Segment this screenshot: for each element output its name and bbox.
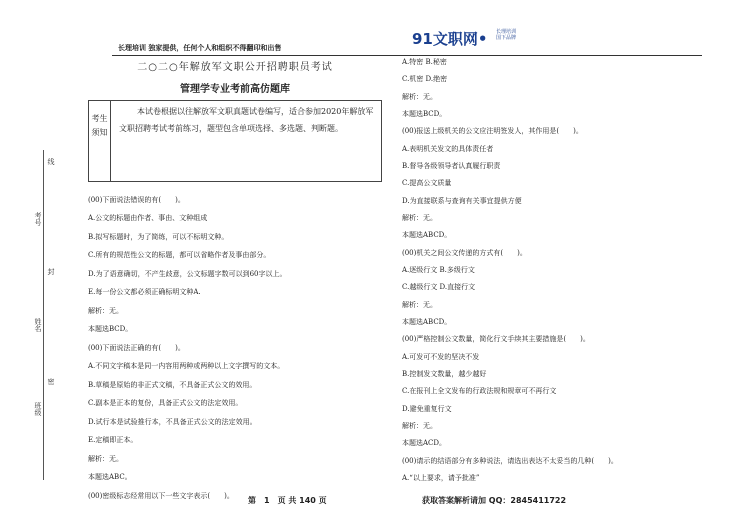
question-line: (00)密级标志经常用以下一些文字表示( )。 bbox=[88, 492, 234, 500]
header-divider bbox=[112, 55, 702, 56]
question-line: A.特密 B.秘密 bbox=[402, 58, 447, 66]
question-line: 本题选ABCD。 bbox=[402, 318, 452, 326]
binding-name: 姓名 bbox=[34, 318, 42, 332]
question-line: (00)下面说法错误的有( )。 bbox=[88, 196, 185, 204]
question-line: (00)机关之间公文传递的方式有( )。 bbox=[402, 249, 527, 257]
question-line: (00)严格控制公文数量，简化行文手续其主要措施是( )。 bbox=[402, 335, 590, 343]
question-line: A.可发可不发的坚决不发 bbox=[402, 353, 480, 361]
question-line: B.督导各级领导者认真履行职责 bbox=[402, 162, 501, 170]
question-line: A.表明机关发文的具体责任者 bbox=[402, 145, 494, 153]
page-number: 第 1 页 共 140 页 bbox=[248, 496, 327, 505]
question-line: 解析：无。 bbox=[402, 93, 437, 101]
question-line: A.不同文字稿本是同一内容用两种或两种以上文字撰写的文本。 bbox=[88, 362, 285, 370]
question-line: 解析：无。 bbox=[402, 214, 437, 222]
question-line: C.在报刊上全文发布的行政法规和规章可不再行文 bbox=[402, 387, 557, 395]
question-line: 解析：无。 bbox=[402, 422, 437, 430]
question-line: D.避免重复行文 bbox=[402, 405, 452, 413]
question-line: B.控制发文数量，越少越好 bbox=[402, 370, 487, 378]
question-line: D.为了语意确切，不产生歧意，公文标题字数可以到60字以上。 bbox=[88, 270, 287, 278]
subject-title: 管理学专业考前高仿题库 bbox=[180, 84, 290, 95]
question-line: 本题选BCD。 bbox=[402, 110, 447, 118]
contact-info: 获取答案解析请加 QQ：2845411722 bbox=[422, 496, 567, 505]
binding-line bbox=[43, 150, 44, 480]
question-line: B.拟写标题时，为了简练，可以不标明文种。 bbox=[88, 233, 229, 241]
binding-mark-line: 线 bbox=[47, 158, 55, 165]
question-line: E.每一份公文都必须正确标明文种A. bbox=[88, 288, 201, 296]
logo-subtitle: 长理培训 国下品牌 bbox=[496, 29, 517, 41]
question-line: D.为直接联系与查询有关事宜提供方便 bbox=[402, 197, 522, 205]
binding-mark-secret: 密 bbox=[47, 378, 55, 385]
question-line: C.提高公文质量 bbox=[402, 179, 452, 187]
logo-text: 91文职网 bbox=[412, 30, 478, 48]
question-line: 解析：无。 bbox=[88, 455, 123, 463]
question-line: C.机密 D.绝密 bbox=[402, 75, 448, 83]
binding-class: 班级 bbox=[34, 402, 42, 416]
question-line: 本题选BCD。 bbox=[88, 325, 133, 333]
question-line: 本题选ABCD。 bbox=[402, 231, 452, 239]
question-line: E.定稿即正本。 bbox=[88, 436, 138, 444]
question-line: (00)报送上级机关的公文应注明签发人，其作用是( )。 bbox=[402, 127, 583, 135]
question-line: A.“以上要求，请予批准” bbox=[402, 474, 480, 482]
exam-title: 二○二○年解放军文职公开招聘职员考试 bbox=[137, 62, 333, 73]
question-line: C.所有的规范性公文的标题，都可以省略作者及事由部分。 bbox=[88, 251, 271, 259]
question-line: C.副本是正本的复份，具备正式公文的法定效用。 bbox=[88, 399, 243, 407]
question-line: A.公文的标题由作者、事由、文种组成 bbox=[88, 214, 208, 222]
question-line: (00)请示的结语部分有多种说法，请选出表达不太妥当的几种( )。 bbox=[402, 457, 618, 465]
question-line: 本题选ABC。 bbox=[88, 473, 132, 481]
question-line: 解析：无。 bbox=[88, 307, 123, 315]
site-logo[interactable] bbox=[412, 28, 487, 49]
notice-label: 考生须知 bbox=[89, 101, 111, 181]
binding-mark-seal: 封 bbox=[47, 268, 55, 275]
question-line: A.逐级行文 B.多级行文 bbox=[402, 266, 475, 274]
question-line: C.越级行文 D.直接行文 bbox=[402, 283, 476, 291]
header-notice: 长理培训 独家提供，任何个人和组织不得翻印和出售 bbox=[118, 44, 282, 52]
question-line: (00)下面说法正确的有( )。 bbox=[88, 344, 185, 352]
logo-dot: • bbox=[477, 30, 488, 48]
question-line: D.试行本是试验推行本，不具备正式公文的法定效用。 bbox=[88, 418, 257, 426]
candidate-notice-box bbox=[88, 100, 382, 182]
binding-exam-no: 考号 bbox=[34, 212, 42, 226]
question-line: 解析：无。 bbox=[402, 301, 437, 309]
question-line: 本题选ACD。 bbox=[402, 439, 447, 447]
notice-text: 本试卷根据以往解放军文职真题试卷编写，适合参加2020年解放军文职招聘考试考前练习，题型包含单项选择、多选题、判断题。 bbox=[119, 107, 374, 133]
question-line: B.草稿是原始的非正式文稿，不具备正式公文的效用。 bbox=[88, 381, 257, 389]
